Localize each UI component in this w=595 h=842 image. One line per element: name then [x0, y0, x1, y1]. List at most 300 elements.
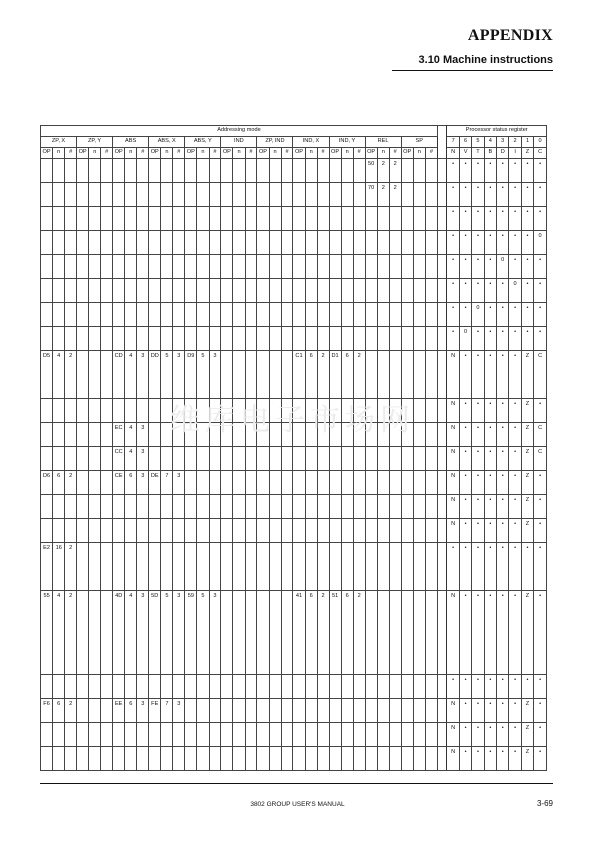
opcode-cell	[125, 159, 137, 183]
opcode-cell	[329, 183, 341, 207]
opcode-cell: 2	[317, 591, 329, 675]
appendix-title: APPENDIX	[467, 27, 553, 44]
opcode-cell	[221, 399, 233, 423]
opcode-cell	[233, 207, 245, 231]
opcode-cell	[413, 303, 425, 327]
opcode-cell	[401, 471, 413, 495]
opcode-cell	[377, 303, 389, 327]
opcode-cell	[209, 471, 221, 495]
opcode-cell: D1	[329, 351, 341, 399]
opcode-cell	[257, 183, 269, 207]
flag-cell: 0	[472, 303, 484, 327]
opcode-cell	[77, 447, 89, 471]
subheader-hash: #	[317, 148, 329, 159]
opcode-cell	[137, 279, 149, 303]
flag-cell: •	[484, 495, 496, 519]
opcode-cell	[233, 495, 245, 519]
flag-cell: •	[497, 351, 509, 399]
opcode-cell	[101, 255, 113, 279]
opcode-cell	[389, 231, 401, 255]
flag-cell: •	[521, 303, 533, 327]
opcode-cell	[425, 495, 437, 519]
opcode-cell	[53, 303, 65, 327]
opcode-cell	[125, 303, 137, 327]
opcode-cell	[413, 255, 425, 279]
opcode-cell	[269, 207, 281, 231]
flag-cell: •	[497, 495, 509, 519]
opcode-cell	[365, 207, 377, 231]
opcode-cell	[329, 423, 341, 447]
opcode-cell	[377, 231, 389, 255]
opcode-cell	[137, 303, 149, 327]
flag-cell: •	[497, 183, 509, 207]
opcode-cell	[65, 303, 77, 327]
opcode-cell	[413, 747, 425, 771]
bit-number: 1	[521, 137, 533, 148]
opcode-cell: 2	[65, 543, 77, 591]
opcode-cell	[401, 303, 413, 327]
opcode-cell	[245, 447, 257, 471]
mode-header: ABS, X	[149, 137, 185, 148]
column-gap	[437, 351, 447, 399]
opcode-cell	[221, 519, 233, 543]
opcode-cell	[101, 423, 113, 447]
opcode-cell	[281, 447, 293, 471]
opcode-cell	[101, 543, 113, 591]
opcode-cell	[257, 351, 269, 399]
flag-cell: •	[521, 675, 533, 699]
opcode-cell	[77, 351, 89, 399]
flag-cell: •	[472, 723, 484, 747]
flag-cell: •	[484, 423, 496, 447]
opcode-cell: EE	[113, 699, 125, 723]
flag-cell: •	[472, 495, 484, 519]
opcode-cell	[185, 447, 197, 471]
flag-cell: •	[534, 519, 547, 543]
opcode-cell	[329, 207, 341, 231]
opcode-cell	[245, 183, 257, 207]
flag-cell: C	[534, 351, 547, 399]
flag-cell: •	[521, 255, 533, 279]
opcode-cell	[53, 519, 65, 543]
opcode-cell	[89, 423, 101, 447]
flag-cell: •	[459, 747, 471, 771]
opcode-cell	[365, 351, 377, 399]
flag-cell: •	[534, 471, 547, 495]
opcode-cell	[173, 675, 185, 699]
opcode-cell	[113, 723, 125, 747]
flag-cell: •	[509, 423, 521, 447]
opcode-cell	[137, 519, 149, 543]
opcode-cell	[53, 747, 65, 771]
opcode-cell	[377, 279, 389, 303]
opcode-cell: 6	[341, 591, 353, 675]
opcode-cell	[185, 747, 197, 771]
opcode-cell	[125, 495, 137, 519]
opcode-cell	[173, 495, 185, 519]
addressing-mode-header: Addressing mode	[41, 126, 438, 137]
opcode-cell	[365, 699, 377, 723]
opcode-cell	[65, 399, 77, 423]
opcode-cell: 3	[137, 351, 149, 399]
flag-cell: •	[534, 747, 547, 771]
opcode-cell	[293, 303, 305, 327]
flag-cell: •	[534, 399, 547, 423]
flag-cell: •	[447, 183, 459, 207]
flag-cell: •	[472, 183, 484, 207]
opcode-cell: 4	[125, 447, 137, 471]
flag-cell: •	[472, 423, 484, 447]
opcode-cell	[257, 747, 269, 771]
flag-cell: •	[447, 207, 459, 231]
opcode-cell: 2	[353, 591, 365, 675]
opcode-cell	[137, 159, 149, 183]
opcode-cell	[197, 399, 209, 423]
flag-cell: •	[459, 183, 471, 207]
opcode-cell: 3	[209, 591, 221, 675]
opcode-cell: 4	[125, 591, 137, 675]
opcode-cell	[377, 519, 389, 543]
flag-cell: •	[459, 159, 471, 183]
opcode-cell	[257, 279, 269, 303]
opcode-cell	[329, 159, 341, 183]
opcode-cell	[233, 519, 245, 543]
opcode-cell	[41, 675, 53, 699]
opcode-cell	[113, 231, 125, 255]
opcode-cell	[77, 543, 89, 591]
subheader-n: n	[161, 148, 173, 159]
table-row	[41, 399, 547, 423]
opcode-cell	[425, 183, 437, 207]
opcode-cell	[413, 351, 425, 399]
opcode-cell	[209, 519, 221, 543]
flag-cell: •	[509, 351, 521, 399]
flag-cell: •	[484, 747, 496, 771]
opcode-cell	[389, 255, 401, 279]
opcode-cell	[221, 351, 233, 399]
opcode-cell	[125, 255, 137, 279]
opcode-cell	[413, 207, 425, 231]
flag-cell: •	[509, 591, 521, 675]
opcode-cell	[341, 303, 353, 327]
opcode-cell	[269, 255, 281, 279]
opcode-cell	[77, 159, 89, 183]
opcode-cell	[293, 747, 305, 771]
opcode-cell	[161, 543, 173, 591]
opcode-cell	[245, 159, 257, 183]
opcode-cell	[233, 183, 245, 207]
opcode-cell	[101, 351, 113, 399]
opcode-cell	[293, 183, 305, 207]
opcode-cell	[305, 471, 317, 495]
flag-cell: •	[497, 279, 509, 303]
opcode-cell	[353, 231, 365, 255]
opcode-cell	[425, 519, 437, 543]
opcode-cell	[245, 543, 257, 591]
opcode-cell	[161, 327, 173, 351]
bit-number: 5	[472, 137, 484, 148]
opcode-cell	[89, 447, 101, 471]
opcode-cell	[125, 327, 137, 351]
flag-cell: •	[472, 747, 484, 771]
opcode-cell	[89, 183, 101, 207]
flag-cell: •	[534, 255, 547, 279]
opcode-cell	[149, 543, 161, 591]
opcode-cell	[425, 279, 437, 303]
opcode-cell	[317, 423, 329, 447]
table-row	[41, 675, 547, 699]
opcode-cell	[233, 699, 245, 723]
opcode-cell	[221, 723, 233, 747]
opcode-cell	[377, 399, 389, 423]
opcode-cell: 41	[293, 591, 305, 675]
opcode-cell	[161, 519, 173, 543]
opcode-cell	[341, 231, 353, 255]
opcode-cell	[257, 519, 269, 543]
opcode-cell	[125, 207, 137, 231]
opcode-cell	[89, 699, 101, 723]
opcode-cell	[221, 183, 233, 207]
opcode-cell	[401, 207, 413, 231]
flag-cell: •	[497, 591, 509, 675]
opcode-cell	[329, 543, 341, 591]
opcode-cell: 6	[341, 351, 353, 399]
opcode-cell	[161, 723, 173, 747]
opcode-cell	[197, 675, 209, 699]
opcode-cell: 3	[173, 591, 185, 675]
opcode-cell	[365, 495, 377, 519]
opcode-cell	[305, 327, 317, 351]
flag-cell: •	[472, 327, 484, 351]
opcode-cell	[281, 495, 293, 519]
opcode-cell	[125, 231, 137, 255]
bit-number: 2	[509, 137, 521, 148]
opcode-cell	[185, 303, 197, 327]
mode-header: ABS, Y	[185, 137, 221, 148]
flag-cell: •	[459, 519, 471, 543]
opcode-cell	[377, 591, 389, 675]
opcode-cell	[77, 675, 89, 699]
opcode-cell	[329, 399, 341, 423]
opcode-cell	[197, 747, 209, 771]
opcode-cell	[209, 675, 221, 699]
opcode-cell	[257, 723, 269, 747]
opcode-cell	[257, 255, 269, 279]
opcode-cell	[65, 231, 77, 255]
opcode-cell	[401, 255, 413, 279]
opcode-cell: 2	[377, 159, 389, 183]
flag-cell: •	[472, 255, 484, 279]
opcode-cell	[341, 495, 353, 519]
flag-cell: •	[534, 279, 547, 303]
opcode-cell: CC	[113, 447, 125, 471]
opcode-cell	[161, 747, 173, 771]
flag-cell: •	[521, 159, 533, 183]
opcode-cell	[221, 471, 233, 495]
opcode-cell	[425, 303, 437, 327]
opcode-cell: 6	[125, 471, 137, 495]
opcode-cell	[161, 159, 173, 183]
flag-cell: •	[497, 447, 509, 471]
opcode-cell	[389, 303, 401, 327]
opcode-cell	[317, 543, 329, 591]
opcode-cell	[317, 495, 329, 519]
opcode-cell	[425, 327, 437, 351]
opcode-cell	[317, 723, 329, 747]
flag-cell: •	[484, 255, 496, 279]
opcode-cell	[221, 303, 233, 327]
subheader-hash: #	[173, 148, 185, 159]
opcode-cell	[365, 231, 377, 255]
opcode-cell	[209, 495, 221, 519]
opcode-cell	[77, 255, 89, 279]
column-gap	[437, 747, 447, 771]
opcode-cell	[149, 327, 161, 351]
opcode-cell	[185, 255, 197, 279]
opcode-cell	[173, 519, 185, 543]
flag-cell: •	[459, 591, 471, 675]
opcode-cell	[377, 699, 389, 723]
machine-instruction-table	[40, 125, 547, 771]
flag-cell: •	[447, 279, 459, 303]
opcode-cell	[317, 231, 329, 255]
opcode-cell	[65, 423, 77, 447]
opcode-cell	[173, 447, 185, 471]
table-row	[41, 591, 547, 675]
flag-cell: •	[484, 279, 496, 303]
opcode-cell	[341, 279, 353, 303]
opcode-cell	[41, 723, 53, 747]
opcode-cell	[281, 255, 293, 279]
flag-cell: C	[534, 423, 547, 447]
opcode-cell: 3	[137, 447, 149, 471]
opcode-cell	[185, 543, 197, 591]
opcode-cell	[365, 471, 377, 495]
flag-cell: •	[447, 675, 459, 699]
opcode-cell	[173, 231, 185, 255]
opcode-cell	[89, 747, 101, 771]
flag-cell: Z	[521, 591, 533, 675]
opcode-cell	[305, 447, 317, 471]
opcode-cell	[209, 543, 221, 591]
opcode-cell	[125, 519, 137, 543]
opcode-cell	[53, 423, 65, 447]
bit-number: 7	[447, 137, 459, 148]
opcode-cell	[413, 327, 425, 351]
opcode-cell	[89, 159, 101, 183]
opcode-cell	[137, 183, 149, 207]
opcode-cell	[173, 747, 185, 771]
opcode-cell	[197, 183, 209, 207]
flag-cell: N	[447, 747, 459, 771]
opcode-cell	[365, 591, 377, 675]
opcode-cell	[221, 447, 233, 471]
opcode-cell	[341, 159, 353, 183]
page-number: 3-69	[536, 799, 553, 808]
opcode-cell	[233, 255, 245, 279]
opcode-cell	[389, 747, 401, 771]
opcode-cell	[77, 591, 89, 675]
opcode-cell	[221, 255, 233, 279]
opcode-cell	[257, 495, 269, 519]
flag-cell: •	[497, 399, 509, 423]
subheader-hash: #	[425, 148, 437, 159]
opcode-cell: 3	[137, 471, 149, 495]
opcode-cell	[341, 447, 353, 471]
opcode-cell	[377, 327, 389, 351]
opcode-cell	[209, 159, 221, 183]
opcode-cell	[425, 423, 437, 447]
opcode-cell	[233, 675, 245, 699]
mode-header: IND, X	[293, 137, 329, 148]
opcode-cell	[353, 495, 365, 519]
flag-cell: •	[534, 675, 547, 699]
flag-cell: •	[459, 207, 471, 231]
flag-cell: •	[484, 447, 496, 471]
opcode-cell	[329, 303, 341, 327]
opcode-cell	[293, 543, 305, 591]
flag-cell: •	[472, 159, 484, 183]
opcode-cell	[425, 207, 437, 231]
opcode-cell	[209, 231, 221, 255]
opcode-cell	[197, 723, 209, 747]
flag-letter: N	[447, 148, 459, 159]
opcode-cell	[245, 255, 257, 279]
opcode-cell	[329, 747, 341, 771]
opcode-cell	[149, 519, 161, 543]
opcode-cell	[173, 183, 185, 207]
subheader-op: OP	[401, 148, 413, 159]
opcode-cell	[269, 447, 281, 471]
opcode-cell: 4	[53, 591, 65, 675]
opcode-cell	[293, 495, 305, 519]
opcode-cell	[365, 675, 377, 699]
opcode-cell	[137, 495, 149, 519]
opcode-cell	[293, 231, 305, 255]
opcode-cell	[173, 303, 185, 327]
table-row	[41, 351, 547, 399]
opcode-cell	[125, 747, 137, 771]
opcode-cell	[89, 327, 101, 351]
opcode-cell	[413, 399, 425, 423]
flag-cell: Z	[521, 519, 533, 543]
subheader-op: OP	[41, 148, 53, 159]
flag-cell: Z	[521, 423, 533, 447]
opcode-cell	[281, 327, 293, 351]
opcode-cell	[413, 279, 425, 303]
opcode-cell	[401, 675, 413, 699]
opcode-cell	[305, 231, 317, 255]
flag-cell: Z	[521, 447, 533, 471]
opcode-cell	[221, 699, 233, 723]
opcode-cell	[377, 675, 389, 699]
opcode-cell	[209, 447, 221, 471]
opcode-cell	[197, 699, 209, 723]
flag-cell: •	[509, 495, 521, 519]
flag-cell: •	[497, 423, 509, 447]
opcode-cell	[221, 159, 233, 183]
subheader-n: n	[233, 148, 245, 159]
flag-cell: •	[459, 543, 471, 591]
opcode-cell	[65, 207, 77, 231]
subheader-op: OP	[113, 148, 125, 159]
opcode-cell	[425, 675, 437, 699]
opcode-cell	[425, 231, 437, 255]
opcode-cell	[305, 519, 317, 543]
opcode-cell	[377, 723, 389, 747]
subheader-hash: #	[353, 148, 365, 159]
opcode-cell	[137, 207, 149, 231]
